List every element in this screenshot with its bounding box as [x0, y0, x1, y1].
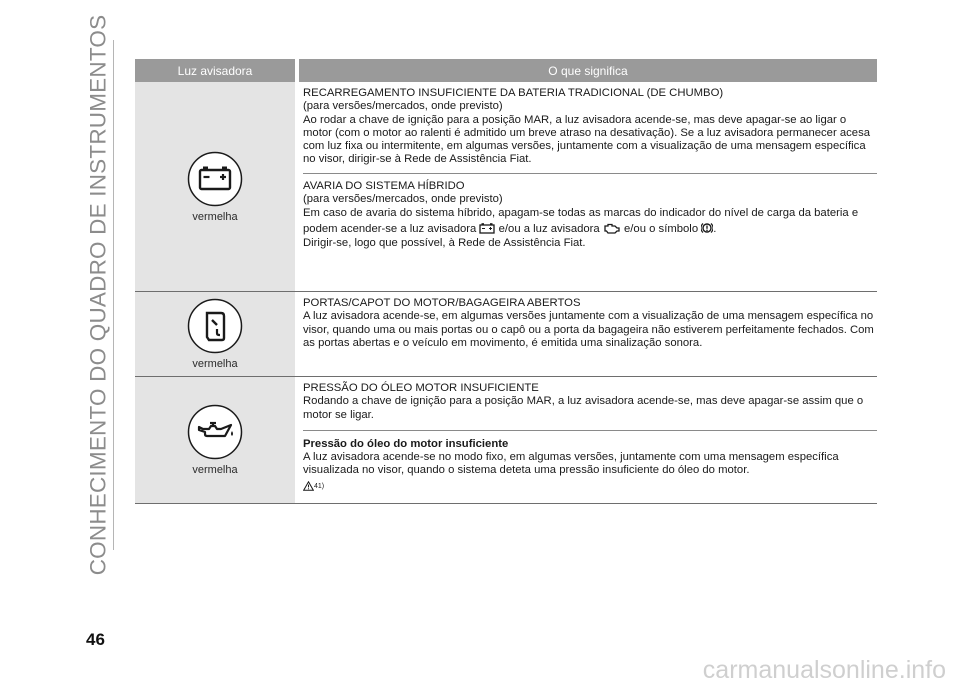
- watermark: carmanualsonline.info: [702, 656, 946, 684]
- block-body: Rodando a chave de ignição para a posição MAR, a luz avisadora acende-se, mas deve apagar-se assim que o motor se ligar.: [303, 395, 864, 421]
- warning-triangle-icon: [303, 481, 314, 491]
- color-label: vermelha: [192, 358, 238, 370]
- color-label: vermelha: [192, 464, 238, 476]
- block-title: AVARIA DO SISTEMA HÍBRIDO: [303, 179, 465, 192]
- page-number: 46: [86, 630, 105, 649]
- meaning-cell-oil: [299, 377, 877, 503]
- battery-icon: [187, 151, 243, 207]
- icon-cell-oil: [135, 377, 295, 503]
- side-divider: [113, 40, 114, 550]
- block-subtitle: (para versões/mercados, onde previsto): [303, 100, 503, 113]
- header-warning-light: Luz avisadora: [135, 59, 295, 82]
- engine-icon: [603, 222, 621, 234]
- header-meaning: O que significa: [299, 59, 877, 82]
- block-body: A luz avisadora acende-se, em algumas versões juntamente com a visualização de uma mensagem específica no visor, quando uma ou mais portas ou o capô ou a porta da bagageira não estiverem perfeitamente fechados. Com as portas abertas e o veículo em movimento, é emitida uma sinalização sonora.: [303, 310, 874, 349]
- oil-can-icon: [187, 404, 243, 460]
- block-battery-charging: [303, 82, 877, 173]
- icon-cell-doors: [135, 292, 295, 376]
- block-title: RECARREGAMENTO INSUFICIENTE DA BATERIA TRADICIONAL (DE CHUMBO): [303, 87, 724, 99]
- meaning-cell-battery: [299, 82, 877, 291]
- block-oil-pressure: [303, 377, 877, 430]
- table-header: [135, 59, 877, 82]
- block-body-continued: Dirigir-se, logo que possível, à Rede de Assistência Fiat.: [303, 237, 586, 250]
- block-doors-open: [303, 292, 877, 356]
- block-hybrid-failure: [303, 173, 877, 257]
- color-label: vermelha: [192, 210, 238, 223]
- side-chapter-title: CONHECIMENTO DO QUADRO DE INSTRUMENTOS: [85, 14, 110, 576]
- block-body: A luz avisadora acende-se no modo fixo, em algumas versões, juntamente com uma mensagem específica visualizada no visor, quando o sistema deteta uma pressão insuficiente do óleo do motor.: [303, 451, 839, 477]
- table-row-battery: [135, 82, 877, 292]
- table-row-doors-open: [135, 292, 877, 377]
- block-subtitle: (para versões/mercados, onde previsto): [303, 193, 503, 206]
- block-bold-title: Pressão do óleo do motor insuficiente: [303, 437, 509, 450]
- table-row-oil-pressure: [135, 377, 877, 504]
- battery-icon: [479, 222, 495, 234]
- block-title: PORTAS/CAPOT DO MOTOR/BAGAGEIRA ABERTOS: [303, 297, 581, 309]
- warning-lights-table: [135, 59, 877, 504]
- door-open-icon: [187, 298, 243, 354]
- block-body: Em caso de avaria do sistema híbrido, apagam-se todas as marcas do indicador do nível de carga da bateria e podem acender-se a luz avisadora e/ou a luz avisadora e/ou o símbolo .: [303, 207, 859, 235]
- meaning-cell-doors: [299, 292, 877, 376]
- block-title: PRESSÃO DO ÓLEO MOTOR INSUFICIENTE: [303, 382, 539, 394]
- powertrain-fault-icon: [701, 222, 713, 234]
- icon-cell-battery: [135, 82, 295, 291]
- block-body: Ao rodar a chave de ignição para a posição MAR, a luz avisadora acende-se, mas deve apagar-se ao ligar o motor (com o motor ao ralenti é admitido um breve atraso na desativação). Se a luz avisadora permanecer acesa com luz fixa ou intermitente, em algumas versões, juntamente com a visualização de uma mensagem específica no visor, dirigir-se à Rede de Assistência Fiat.: [303, 113, 871, 166]
- block-reference: 41): [303, 480, 877, 493]
- block-oil-pressure-low: [303, 430, 877, 499]
